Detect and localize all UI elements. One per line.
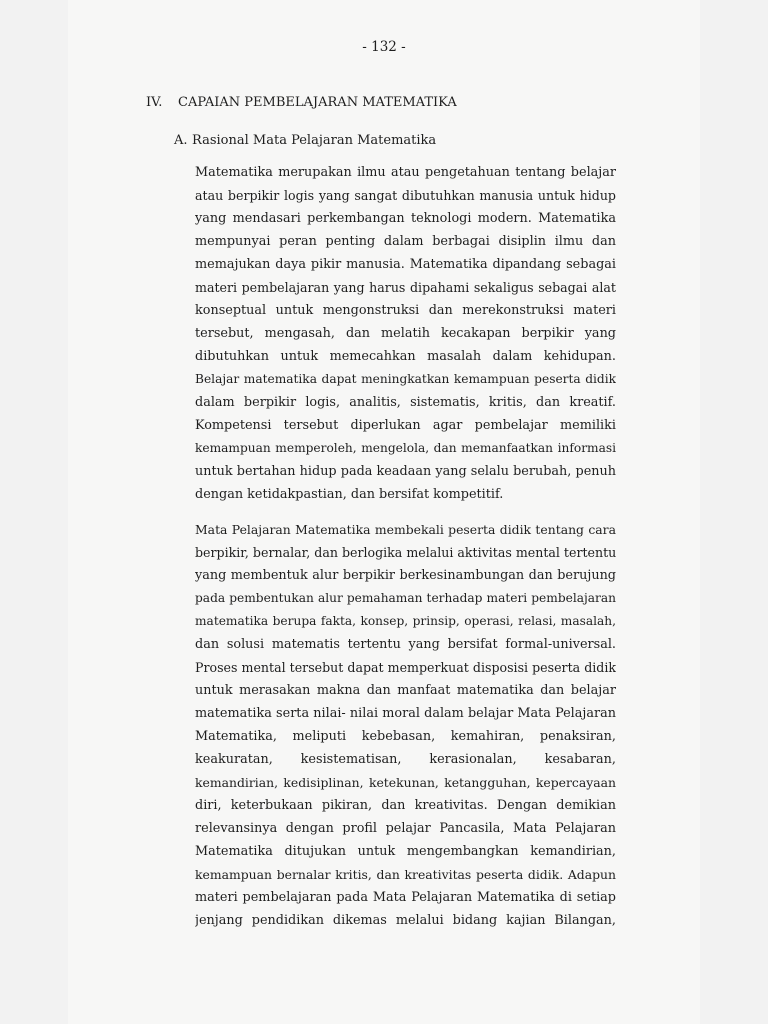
paragraph-line: dibutuhkan untuk memecahkan masalah dalam kehidupan. bbox=[195, 349, 616, 364]
paragraph-line: matematika berupa fakta, konsep, prinsip, operasi, relasi, masalah, bbox=[195, 614, 616, 628]
paragraph-2 bbox=[195, 518, 616, 932]
section-number: IV. bbox=[146, 95, 163, 110]
paragraph-line: materi pembelajaran yang harus dipahami sekaligus sebagai alat bbox=[195, 280, 616, 295]
paragraph-1 bbox=[195, 161, 616, 506]
subsection-heading bbox=[174, 133, 436, 148]
section-title: CAPAIAN PEMBELAJARAN MATEMATIKA bbox=[178, 95, 457, 110]
paragraph-line: tersebut, mengasah, dan melatih kecakapan berpikir yang bbox=[195, 326, 616, 341]
paragraph-line: berpikir, bernalar, dan berlogika melalui aktivitas mental tertentu bbox=[195, 545, 616, 560]
paragraph-line: kemandirian, kedisiplinan, ketekunan, ketangguhan, kepercayaan bbox=[195, 775, 616, 790]
section-heading bbox=[146, 95, 457, 110]
paragraph-line: Kompetensi tersebut diperlukan agar pembelajar memiliki bbox=[195, 418, 616, 433]
paragraph-line: matematika serta nilai- nilai moral dalam belajar Mata Pelajaran bbox=[195, 706, 616, 721]
subsection-number: A. bbox=[174, 133, 188, 148]
paragraph-line: konseptual untuk mengonstruksi dan merekonstruksi materi bbox=[195, 303, 616, 318]
paragraph-line: keakuratan, kesistematisan, kerasionalan, kesabaran, bbox=[195, 752, 616, 767]
paragraph-line: yang mendasari perkembangan teknologi modern. Matematika bbox=[195, 211, 616, 226]
paragraph-line: materi pembelajaran pada Mata Pelajaran Matematika di setiap bbox=[195, 890, 616, 905]
paragraph-line: Mata Pelajaran Matematika membekali peserta didik tentang cara bbox=[195, 522, 616, 537]
paragraph-line: untuk merasakan makna dan manfaat matematika dan belajar bbox=[195, 683, 616, 698]
paragraph-line: pada pembentukan alur pemahaman terhadap materi pembelajaran bbox=[195, 591, 616, 605]
paragraph-line: Matematika ditujukan untuk mengembangkan kemandirian, bbox=[195, 844, 616, 859]
paragraph-line: dengan ketidakpastian, dan bersifat kompetitif. bbox=[195, 487, 504, 502]
paragraph-line: Proses mental tersebut dapat memperkuat disposisi peserta didik bbox=[195, 660, 616, 675]
paragraph-line: relevansinya dengan profil pelajar Pancasila, Mata Pelajaran bbox=[195, 821, 616, 836]
paragraph-line: mempunyai peran penting dalam berbagai disiplin ilmu dan bbox=[195, 234, 616, 249]
paragraph-line: kemampuan memperoleh, mengelola, dan memanfaatkan informasi bbox=[195, 441, 616, 455]
paragraph-line: dalam berpikir logis, analitis, sistematis, kritis, dan kreatif. bbox=[195, 395, 616, 410]
paragraph-line: memajukan daya pikir manusia. Matematika dipandang sebagai bbox=[195, 257, 616, 272]
page-number: - 132 - bbox=[362, 39, 406, 55]
paragraph-line: untuk bertahan hidup pada keadaan yang selalu berubah, penuh bbox=[195, 464, 616, 479]
paragraph-line: diri, keterbukaan pikiran, dan kreativitas. Dengan demikian bbox=[195, 798, 616, 813]
paragraph-line: dan solusi matematis tertentu yang bersifat formal-universal. bbox=[195, 637, 616, 652]
paragraph-line: atau berpikir logis yang sangat dibutuhkan manusia untuk hidup bbox=[195, 188, 616, 203]
paragraph-line: Belajar matematika dapat meningkatkan kemampuan peserta didik bbox=[195, 372, 616, 386]
paragraph-line: Matematika, meliputi kebebasan, kemahiran, penaksiran, bbox=[195, 729, 616, 744]
paragraph-line: Matematika merupakan ilmu atau pengetahuan tentang belajar bbox=[195, 165, 616, 180]
paragraph-line: jenjang pendidikan dikemas melalui bidang kajian Bilangan, bbox=[195, 913, 616, 928]
subsection-title: Rasional Mata Pelajaran Matematika bbox=[192, 133, 437, 148]
paragraph-line: kemampuan bernalar kritis, dan kreativitas peserta didik. Adapun bbox=[195, 867, 616, 882]
paragraph-line: yang membentuk alur berpikir berkesinambungan dan berujung bbox=[195, 568, 616, 583]
